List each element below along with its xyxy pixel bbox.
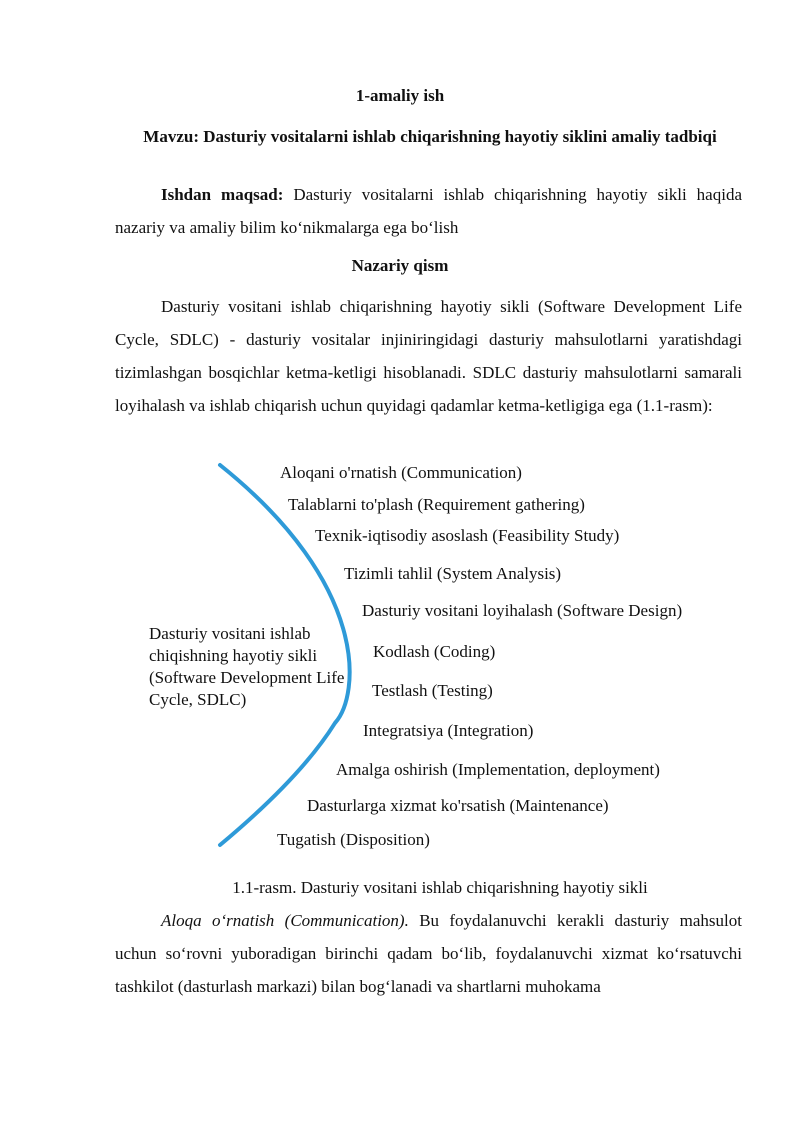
goal-paragraph: [115, 178, 742, 244]
sdlc-center-label: Dasturiy vositani ishlab chiqishning hayotiy sikli (Software Development Life Cycle, SDLC): [149, 624, 345, 709]
body-paragraph: [115, 904, 742, 1003]
body-italic-lead: Aloqa o‘rnatish (Communication).: [161, 911, 409, 930]
subject-heading: Mavzu: Dasturiy vositalarni ishlab chiqarishning hayotiy siklini amaliy tadbiqi: [143, 127, 717, 146]
step-feasibility-study: Texnik-iqtisodiy asoslash (Feasibility Study): [315, 526, 620, 545]
step-implementation: Amalga oshirish (Implementation, deployment): [336, 760, 660, 779]
step-system-analysis: Tizimli tahlil (System Analysis): [344, 564, 562, 583]
step-maintenance: Dasturlarga xizmat ko'rsatish (Maintenance): [307, 796, 609, 815]
section-heading: Nazariy qism: [351, 256, 449, 275]
goal-label: Ishdan maqsad:: [161, 185, 284, 204]
intro-paragraph: Dasturiy vositani ishlab chiqarishning hayotiy sikli (Software Development Life Cycle, SDLC) - dasturiy vositalar injiniringidagi dasturiy mahsulotlarni yaratishdagi tizimlashgan bosqichlar ketma-ketligi hisoblanadi. SDLC dasturiy mahsulotlarni samarali loyihalash va ishlab chiqarish uchun quyidagi qadamlar ketma-ketligiga ega (1.1-rasm):: [115, 297, 742, 415]
document-title: 1-amaliy ish: [355, 86, 445, 105]
step-coding: Kodlash (Coding): [373, 642, 496, 661]
goal-text: Dasturiy vositalarni ishlab chiqarishning hayotiy sikli haqida nazariy va amaliy bilim ko‘nikmalarga ega bo‘lish: [115, 185, 742, 237]
figure-caption: 1.1-rasm. Dasturiy vositani ishlab chiqarishning hayotiy sikli: [232, 878, 648, 897]
step-requirement-gathering: Talablarni to'plash (Requirement gathering): [288, 495, 585, 514]
body-text: Bu foydalanuvchi kerakli dasturiy mahsulot uchun so‘rovni yuboradigan birinchi qadam bo‘lib, foydalanuvchi xizmat ko‘rsatuvchi tashkilot (dasturlash markazi) bilan bog‘lanadi va shartlarni muhokama: [115, 911, 742, 996]
step-testing: Testlash (Testing): [372, 681, 493, 700]
step-software-design: Dasturiy vositani loyihalash (Software Design): [362, 601, 683, 620]
step-communication: Aloqani o'rnatish (Communication): [280, 463, 522, 482]
sdlc-diagram: [140, 455, 720, 855]
step-integration: Integratsiya (Integration): [363, 721, 534, 740]
step-disposition: Tugatish (Disposition): [277, 830, 430, 849]
